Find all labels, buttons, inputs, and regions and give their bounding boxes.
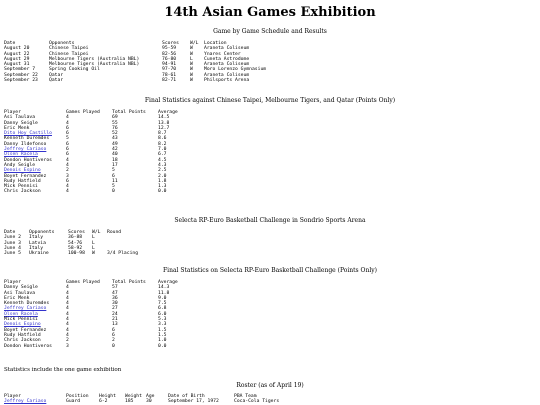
table-cell: 4 (66, 162, 69, 168)
table-cell: 7.5 (158, 301, 167, 307)
table-cell: June 4 (4, 245, 21, 251)
table-cell: L (92, 245, 95, 251)
table-cell: 17 (112, 162, 118, 168)
table-cell: 13.8 (158, 120, 170, 126)
table-cell: 42 (112, 147, 118, 153)
table-cell: 6.7 (158, 152, 167, 158)
table-cell: Coca-Cola Tigers (234, 399, 280, 405)
table-cell: Eric Menk (4, 125, 30, 131)
table-cell: 1.5 (158, 332, 167, 338)
table-cell: Andy Seigle (4, 162, 36, 168)
table-cell: Date (4, 41, 16, 46)
table-cell: 4 (66, 332, 69, 338)
table-cell: 5.3 (158, 317, 167, 323)
table-cell: 78-61 (162, 72, 177, 78)
table-cell: August 31 (4, 62, 30, 68)
table-cell: W (190, 62, 193, 68)
table-cell: Chinese Taipei (49, 46, 89, 52)
selecta-stats-heading: Final Statistics on Selecta RP-Euro Basketball Challenge (Points Only) (163, 267, 377, 274)
table-cell: 2.0 (158, 173, 167, 179)
table-cell: Araneta Coliseum (204, 46, 250, 52)
table-cell: 52 (112, 131, 118, 137)
table-cell: August 20 (4, 46, 30, 52)
table-cell: 54-76 (68, 240, 83, 246)
table-cell: W (92, 251, 95, 257)
table-cell: 30 (112, 301, 118, 307)
table-cell: 185 (125, 399, 134, 405)
table-cell: Position (66, 394, 89, 399)
table-cell: August 29 (4, 56, 30, 62)
table-cell: 8.7 (158, 131, 167, 137)
table-cell: Philsports Arena (204, 78, 250, 84)
table-cell: 6.8 (158, 306, 167, 312)
table-cell: L (92, 235, 95, 241)
table-cell: 3 (66, 343, 69, 349)
table-cell: 36-88 (68, 235, 83, 241)
table-cell: 2 (112, 338, 115, 344)
table-cell: 4 (66, 311, 69, 317)
table-cell: Ukraine (29, 251, 49, 257)
table-cell: Player (4, 280, 21, 285)
table-cell: 1.3 (158, 184, 167, 190)
table-cell: Qatar (49, 78, 64, 84)
table-cell: 12.7 (158, 125, 170, 131)
table-cell: Eric Menk (4, 295, 30, 301)
table-cell: Scores (162, 41, 179, 46)
table-cell: Dondon Hontiveros (4, 157, 52, 163)
player-link[interactable]: Olsen Racela (4, 311, 38, 317)
roster-heading: Roster (as of April 19) (236, 382, 304, 389)
table-cell: Mick Pennisi (4, 317, 38, 323)
table-cell: 4 (66, 184, 69, 190)
table-cell: 4 (66, 120, 69, 126)
table-cell: 57 (112, 285, 118, 291)
table-cell: Date (4, 230, 16, 235)
table-cell: September 7 (4, 67, 36, 73)
table-cell: 82-71 (162, 78, 177, 84)
table-cell: June 5 (4, 251, 21, 257)
table-cell: Cuneta Astrodome (204, 56, 250, 62)
table-cell: Spring Cooking Oil (49, 67, 100, 73)
table-cell: Kenneth Duremdes (4, 301, 50, 307)
table-cell: 43 (112, 136, 118, 142)
table-cell: W/L (92, 230, 101, 235)
table-cell: 5 (112, 184, 115, 190)
table-cell: June 2 (4, 235, 21, 241)
table-cell: W (190, 78, 193, 84)
table-cell: Opponents (29, 230, 55, 235)
table-cell: 6 (66, 131, 69, 137)
table-cell: 6 (66, 147, 69, 153)
table-cell: 5 (66, 136, 69, 142)
table-cell: 24 (112, 311, 118, 317)
table-cell: Player (4, 394, 21, 399)
table-cell: 11 (112, 178, 118, 184)
table-cell: PBA Team (234, 394, 257, 399)
table-cell: 36 (112, 295, 118, 301)
player-link[interactable]: Jeffrey Cariaso (4, 306, 47, 312)
table-cell: September 23 (4, 78, 38, 84)
player-link[interactable]: Denois Espino (4, 168, 41, 174)
table-cell: 4 (66, 295, 69, 301)
table-cell: 3/4 Placing (107, 251, 139, 257)
table-cell: June 3 (4, 240, 21, 246)
table-cell: 0.0 (158, 343, 167, 349)
table-cell: Italy (29, 245, 44, 251)
table-cell: 76-80 (162, 56, 177, 62)
table-cell: 4 (66, 327, 69, 333)
table-cell: Games Played (66, 110, 100, 115)
table-cell: 82-56 (162, 51, 177, 57)
table-cell: Round (107, 230, 122, 235)
table-cell: 2 (66, 338, 69, 344)
table-cell: 3 (66, 173, 69, 179)
table-cell: 5 (112, 168, 115, 174)
table-cell: 100-98 (68, 251, 85, 257)
table-cell: W (190, 72, 193, 78)
table-cell: 4 (66, 306, 69, 312)
table-cell: 0 (112, 343, 115, 349)
table-cell: 4 (66, 115, 69, 121)
table-cell: Melbourne Tigers (Australia NBL) (49, 62, 140, 68)
table-cell: 3.3 (158, 322, 167, 328)
table-cell: Guard (66, 399, 81, 405)
player-link[interactable]: Dito Hoy Castillo (4, 131, 52, 137)
table-cell: Total Points (112, 110, 146, 115)
table-cell: Average (158, 110, 178, 115)
table-cell: Melbourne Tigers (Australia NBL) (49, 56, 140, 62)
table-cell: 1.0 (158, 338, 167, 344)
table-cell: 4 (66, 301, 69, 307)
table-cell: 0 (112, 189, 115, 195)
selecta-heading: Selecta RP-Euro Basketball Challenge in Sondrio Sports Arena (174, 217, 366, 224)
table-cell: Danny Ildefonso (4, 141, 47, 147)
table-cell: Asi Taulava (4, 115, 36, 121)
table-cell: Total Points (112, 280, 146, 285)
table-cell: 97-70 (162, 67, 177, 73)
table-cell: W (190, 67, 193, 73)
table-cell: 6 (112, 332, 115, 338)
table-cell: Rudy Hatfield (4, 178, 41, 184)
table-cell: W/L (190, 41, 199, 46)
table-cell: 9.0 (158, 295, 167, 301)
table-cell: 4 (66, 290, 69, 296)
table-cell: 40 (112, 152, 118, 158)
table-cell: 49 (112, 141, 118, 147)
table-cell: Chris Jackson (4, 189, 41, 195)
table-cell: L (92, 240, 95, 246)
table-cell: 7.0 (158, 147, 167, 153)
table-cell: Scores (68, 230, 85, 235)
table-cell: August 22 (4, 51, 30, 57)
table-cell: 58-92 (68, 245, 83, 251)
table-cell: 2.5 (158, 168, 167, 174)
table-cell: 55 (112, 120, 118, 126)
table-cell: 76 (112, 125, 118, 131)
table-cell: Latvia (29, 240, 46, 246)
table-cell: Mick Pennisi (4, 184, 38, 190)
table-cell: Player (4, 110, 21, 115)
table-cell: Araneta Coliseum (204, 72, 250, 78)
table-cell: 11.8 (158, 290, 170, 296)
table-cell: Qatar (49, 72, 64, 78)
table-cell: 6.0 (158, 311, 167, 317)
table-cell: Kenneth Duremdes (4, 136, 50, 142)
table-cell: 8.6 (158, 136, 167, 142)
player-link[interactable]: Denois Espino (4, 322, 41, 328)
table-cell: Rudy Hatfield (4, 332, 41, 338)
table-cell: 94-91 (162, 62, 177, 68)
player-link[interactable]: Jeffrey Cariaso (4, 399, 47, 405)
table-cell: 18 (112, 157, 118, 163)
table-cell: Danny Seigle (4, 285, 38, 291)
table-cell: 21 (112, 317, 118, 323)
table-cell: Games Played (66, 280, 100, 285)
table-cell: Chinese Taipei (49, 51, 89, 57)
player-link[interactable]: Jeffrey Cariaso (4, 147, 47, 153)
table-cell: Chris Jackson (4, 338, 41, 344)
table-cell: 6 (66, 152, 69, 158)
table-cell: L (190, 56, 193, 62)
table-cell: 4 (66, 317, 69, 323)
table-cell: Araneta Coliseum (204, 62, 250, 68)
table-cell: W (190, 51, 193, 57)
table-cell: 2 (66, 168, 69, 174)
table-cell: Danny Seigle (4, 120, 38, 126)
table-cell: 4 (66, 157, 69, 163)
table-cell: Location (204, 41, 227, 46)
table-cell: 1.5 (158, 327, 167, 333)
table-cell: 1.8 (158, 178, 167, 184)
table-cell: 69 (112, 115, 118, 121)
table-cell: September 22 (4, 72, 38, 78)
table-cell: 6 (112, 173, 115, 179)
table-cell: Italy (29, 235, 44, 241)
table-cell: 6 (66, 141, 69, 147)
table-cell: Average (158, 280, 178, 285)
table-cell: 8.2 (158, 141, 167, 147)
table-cell: 4 (66, 285, 69, 291)
table-cell: Dondon Hontiveros (4, 343, 52, 349)
table-cell: Age (146, 394, 155, 399)
table-cell: Date of Birth (168, 394, 205, 399)
table-cell: Opponents (49, 41, 75, 46)
table-cell: 4.3 (158, 162, 167, 168)
table-cell: 0.0 (158, 189, 167, 195)
stats-note: Statistics include the one game exhibition (4, 367, 122, 373)
table-cell: 30 (146, 399, 152, 405)
table-cell: 4 (66, 189, 69, 195)
table-cell: 4.5 (158, 157, 167, 163)
table-cell: 47 (112, 290, 118, 296)
table-cell: Boyet Fernandez (4, 173, 47, 179)
table-cell: Weight (125, 394, 142, 399)
page-title: 14th Asian Games Exhibition (164, 5, 376, 20)
table-cell: 14.3 (158, 285, 170, 291)
table-cell: 13 (112, 322, 118, 328)
table-cell: Asi Taulava (4, 290, 36, 296)
table-cell: 95-59 (162, 46, 177, 52)
table-cell: September 17, 1972 (168, 399, 219, 405)
schedule-heading: Game by Game Schedule and Results (213, 28, 327, 35)
table-cell: 27 (112, 306, 118, 312)
player-link[interactable]: Olsen Racela (4, 152, 38, 158)
table-cell: Moro Lorenzo Gymnasium (204, 67, 267, 73)
table-cell: 4 (66, 322, 69, 328)
final-stats-heading: Final Statistics against Chinese Taipei, Melbourne Tigers, and Qatar (Points Only) (144, 97, 396, 104)
table-cell: W (190, 46, 193, 52)
table-cell: Boyet Fernandez (4, 327, 47, 333)
table-cell: Ynares Center (204, 51, 241, 57)
table-cell: 6 (66, 125, 69, 131)
table-cell: 6 (112, 327, 115, 333)
table-cell: 6 (66, 178, 69, 184)
table-cell: 6-2 (99, 399, 108, 405)
table-cell: 14.5 (158, 115, 170, 121)
table-cell: Height (99, 394, 116, 399)
